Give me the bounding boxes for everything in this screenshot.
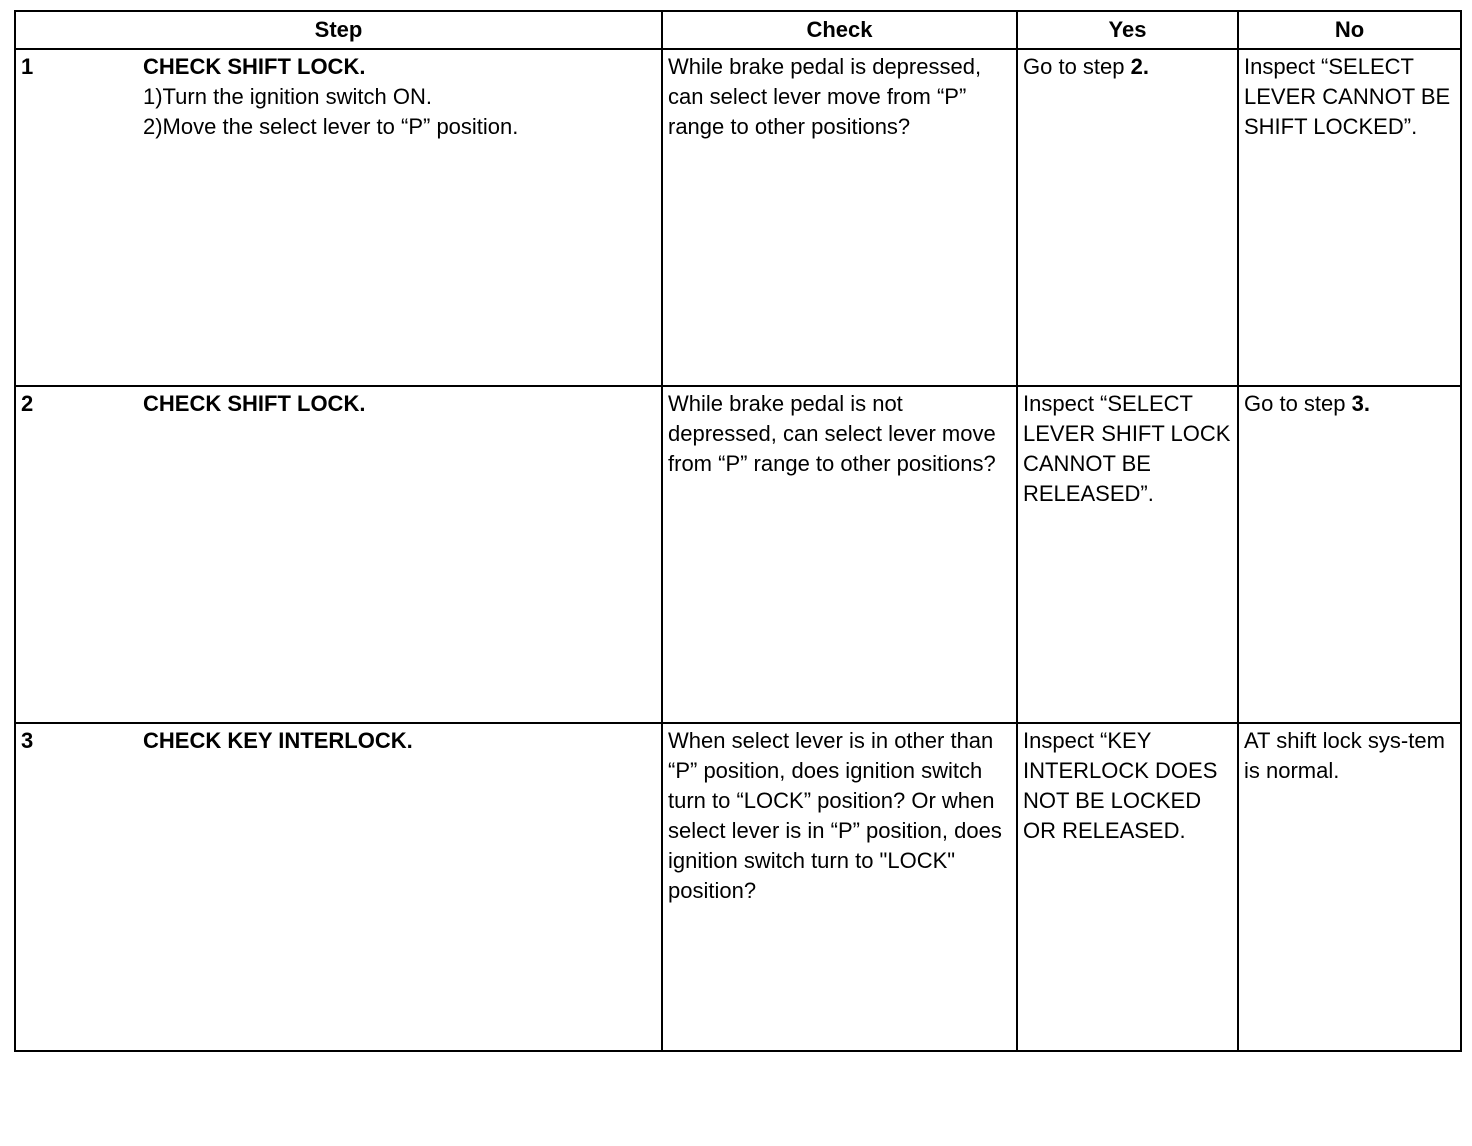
header-step: Step <box>15 11 662 49</box>
yes-text: Go to step <box>1023 54 1131 79</box>
step-number: 3 <box>21 728 34 753</box>
step-instruction: 2)Move the select lever to “P” position. <box>143 114 519 139</box>
step-title: CHECK SHIFT LOCK. <box>143 391 366 416</box>
no-cell <box>1238 386 1461 723</box>
check-cell: While brake pedal is depressed, can select lever move from “P” range to other positions? <box>662 49 1017 386</box>
step-number: 1 <box>21 54 34 79</box>
no-cell: Inspect “SELECT LEVER CANNOT BE SHIFT LOCKED”. <box>1238 49 1461 386</box>
step-reference: 2. <box>1130 54 1149 79</box>
step-cell <box>15 49 662 386</box>
step-cell <box>15 723 662 1051</box>
no-text: Go to step <box>1244 391 1352 416</box>
yes-cell: Inspect “KEY INTERLOCK DOES NOT BE LOCKED OR RELEASED. <box>1017 723 1238 1051</box>
table-row <box>15 386 1461 723</box>
header-no: No <box>1238 11 1461 49</box>
step-title: CHECK SHIFT LOCK. <box>143 54 366 79</box>
yes-cell <box>1017 49 1238 386</box>
no-cell: AT shift lock sys-tem is normal. <box>1238 723 1461 1051</box>
table-row <box>15 723 1461 1051</box>
yes-cell: Inspect “SELECT LEVER SHIFT LOCK CANNOT BE RELEASED”. <box>1017 386 1238 723</box>
header-check: Check <box>662 11 1017 49</box>
step-title: CHECK KEY INTERLOCK. <box>143 728 413 753</box>
header-yes: Yes <box>1017 11 1238 49</box>
step-number: 2 <box>21 391 34 416</box>
check-cell: When select lever is in other than “P” position, does ignition switch turn to “LOCK” position? Or when select lever is in “P” position, does ignition switch turn to "LOCK" position? <box>662 723 1017 1051</box>
step-cell <box>15 386 662 723</box>
step-reference: 3. <box>1351 391 1370 416</box>
table-row <box>15 49 1461 386</box>
header-row <box>15 11 1461 49</box>
diagnostic-table <box>14 10 1462 1052</box>
step-instruction: 1)Turn the ignition switch ON. <box>143 84 432 109</box>
check-cell: While brake pedal is not depressed, can select lever move from “P” range to other positions? <box>662 386 1017 723</box>
